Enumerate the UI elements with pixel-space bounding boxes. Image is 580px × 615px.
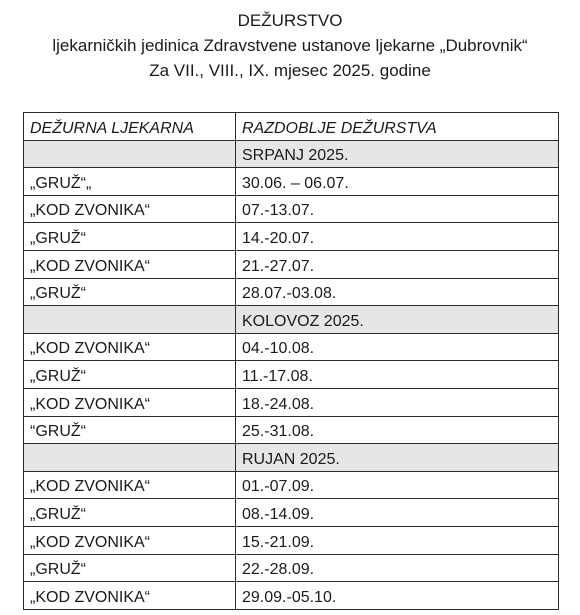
table-row [24,250,559,278]
period-cell: 15.-21.09. [236,526,559,554]
month-label: SRPANJ 2025. [236,140,559,168]
pharmacy-cell: „GRUŽ“ [24,554,236,582]
pharmacy-cell: „GRUŽ“ [24,223,236,251]
pharmacy-cell: „GRUŽ“ [24,499,236,527]
pharmacy-cell: „KOD ZVONIKA“ [24,582,236,610]
table-body [24,140,559,609]
table-row [24,361,559,389]
period-cell: 22.-28.09. [236,554,559,582]
document-title: DEŽURSTVO [237,11,343,30]
table-row [24,195,559,223]
document-period: Za VII., VIII., IX. mjesec 2025. godine [149,61,431,80]
pharmacy-cell: „GRUŽ“„ [24,168,236,196]
month-label: KOLOVOZ 2025. [236,306,559,334]
month-label: RUJAN 2025. [236,444,559,472]
column-header-pharmacy: DEŽURNA LJEKARNA [24,113,236,141]
month-row [24,444,559,472]
table-row [24,582,559,610]
table-row [24,388,559,416]
column-header-period: RAZDOBLJE DEŽURSTVA [236,113,559,141]
pharmacy-cell: „KOD ZVONIKA“ [24,195,236,223]
pharmacy-cell: „KOD ZVONIKA“ [24,388,236,416]
period-cell: 18.-24.08. [236,388,559,416]
table-row [24,223,559,251]
period-cell: 29.09.-05.10. [236,582,559,610]
month-row-empty-cell [24,306,236,334]
period-cell: 30.06. – 06.07. [236,168,559,196]
period-cell: 25.-31.08. [236,416,559,444]
period-cell: 11.-17.08. [236,361,559,389]
month-row-empty-cell [24,140,236,168]
table-header-row [24,113,559,141]
period-cell: 07.-13.07. [236,195,559,223]
pharmacy-cell: „KOD ZVONIKA“ [24,250,236,278]
table-row [24,526,559,554]
period-cell: 04.-10.08. [236,333,559,361]
pharmacy-cell: “GRUŽ“ [24,416,236,444]
pharmacy-cell: „KOD ZVONIKA“ [24,471,236,499]
document-header [0,8,580,83]
document-subtitle: ljekarničkih jedinica Zdravstvene ustanove ljekarne „Dubrovnik“ [52,36,528,55]
table-row [24,554,559,582]
table-row [24,278,559,306]
table-row [24,416,559,444]
duty-schedule-table [23,112,559,610]
pharmacy-cell: „KOD ZVONIKA“ [24,526,236,554]
pharmacy-cell: „GRUŽ“ [24,278,236,306]
period-cell: 21.-27.07. [236,250,559,278]
table-row [24,168,559,196]
period-cell: 08.-14.09. [236,499,559,527]
month-row-empty-cell [24,444,236,472]
pharmacy-cell: „GRUŽ“ [24,361,236,389]
period-cell: 14.-20.07. [236,223,559,251]
month-row [24,306,559,334]
period-cell: 28.07.-03.08. [236,278,559,306]
table-row [24,499,559,527]
period-cell: 01.-07.09. [236,471,559,499]
table-row [24,471,559,499]
month-row [24,140,559,168]
pharmacy-cell: „KOD ZVONIKA“ [24,333,236,361]
table-row [24,333,559,361]
